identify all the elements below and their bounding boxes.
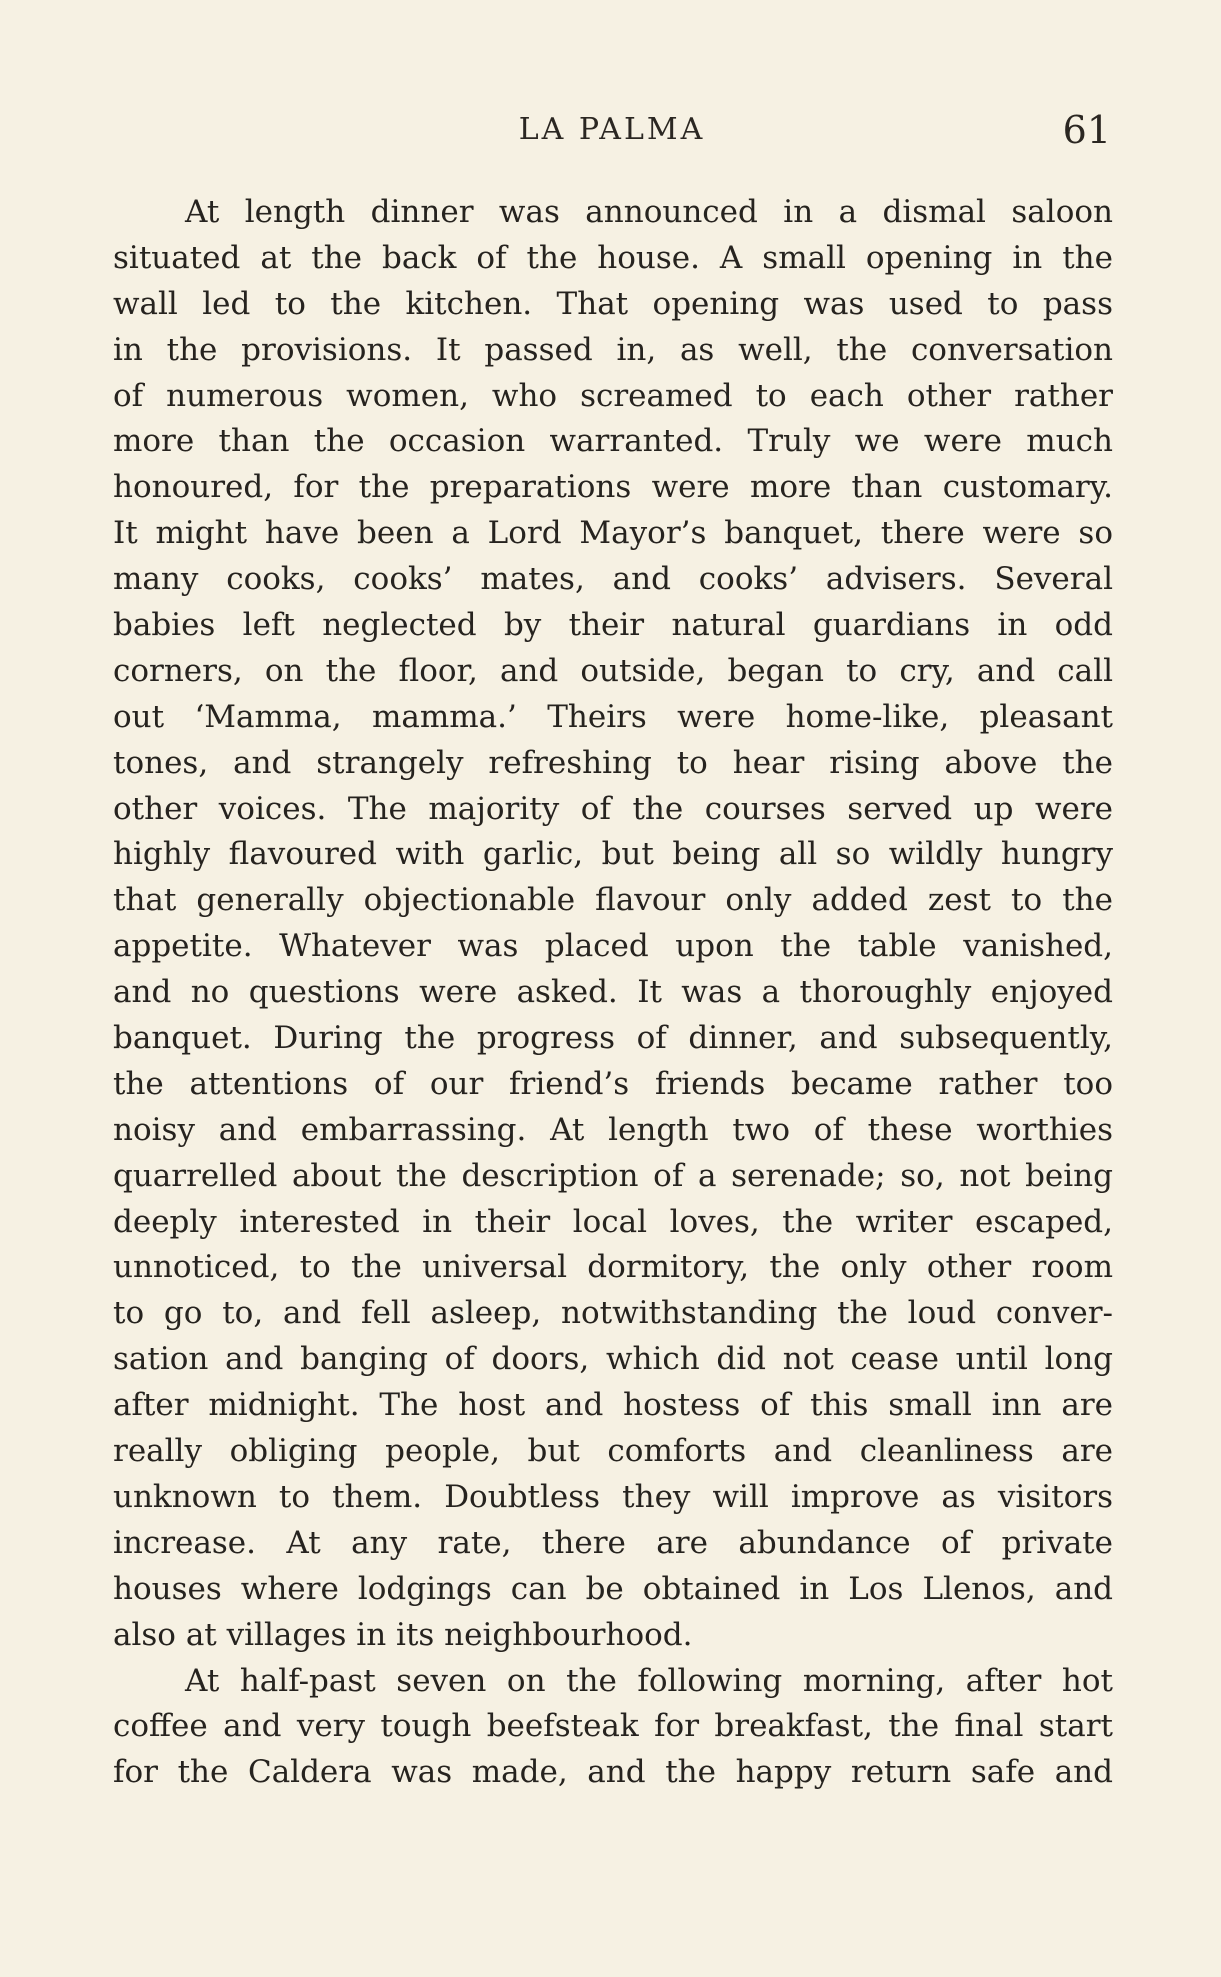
text-line: banquet. During the progress of dinner, and subsequently, xyxy=(113,1020,1113,1057)
text-line: houses where lodgings can be obtained in Los Llenos, and xyxy=(113,1570,1113,1607)
text-line: sation and banging of doors, which did not cease until long xyxy=(113,1341,1113,1378)
text-line: that generally objectionable flavour only added zest to the xyxy=(113,882,1113,919)
text-line: coffee and very tough beefsteak for breakfast, the final start xyxy=(113,1708,1113,1745)
page-number: 61 xyxy=(1062,108,1111,152)
text-line: for the Caldera was made, and the happy return safe and xyxy=(113,1754,1113,1791)
text-line: more than the occasion warranted. Truly we were much xyxy=(113,423,1113,460)
text-line: honoured, for the preparations were more than customary. xyxy=(113,469,1113,506)
text-line: At half-past seven on the following morning, after hot xyxy=(185,1662,1113,1699)
running-title: LA PALMA xyxy=(518,112,706,147)
text-line: also at villages in its neighbourhood. xyxy=(113,1616,693,1653)
body-text xyxy=(113,190,1113,1796)
text-line: unknown to them. Doubtless they will improve as visitors xyxy=(113,1478,1113,1515)
text-line: It might have been a Lord Mayor’s banquet, there were so xyxy=(113,515,1113,552)
text-line: the attentions of our friend’s friends became rather too xyxy=(113,1065,1113,1102)
text-line: many cooks, cooks’ mates, and cooks’ advisers. Several xyxy=(113,561,1113,598)
text-line: other voices. The majority of the courses served up were xyxy=(113,790,1113,827)
text-line: At length dinner was announced in a dismal saloon xyxy=(185,194,1113,230)
text-line: unnoticed, to the universal dormitory, the only other room xyxy=(113,1249,1113,1286)
text-line: highly flavoured with garlic, but being all so wildly hungry xyxy=(113,836,1113,873)
text-line: to go to, and fell asleep, notwithstanding the loud conver- xyxy=(113,1295,1113,1332)
text-line: situated at the back of the house. A small opening in the xyxy=(113,239,1113,276)
text-line: and no questions were asked. It was a thoroughly enjoyed xyxy=(113,974,1113,1011)
text-line: of numerous women, who screamed to each other rather xyxy=(113,377,1113,414)
text-line: corners, on the floor, and outside, began to cry, and call xyxy=(113,652,1113,689)
text-line: in the provisions. It passed in, as well, the conversation xyxy=(113,331,1113,368)
page-header xyxy=(113,102,1111,158)
text-line: after midnight. The host and hostess of this small inn are xyxy=(113,1387,1113,1424)
text-line: babies left neglected by their natural guardians in odd xyxy=(113,607,1113,644)
text-line: deeply interested in their local loves, the writer escaped, xyxy=(113,1203,1113,1240)
text-line: quarrelled about the description of a serenade; so, not being xyxy=(113,1157,1113,1194)
text-line: out ‘Mamma, mamma.’ Theirs were home-like, pleasant xyxy=(113,698,1113,735)
text-line: tones, and strangely refreshing to hear rising above the xyxy=(113,744,1113,781)
text-line: noisy and embarrassing. At length two of these worthies xyxy=(113,1111,1113,1148)
text-line: appetite. Whatever was placed upon the table vanished, xyxy=(113,928,1113,965)
text-line: really obliging people, but comforts and cleanliness are xyxy=(113,1433,1113,1470)
text-line: increase. At any rate, there are abundance of private xyxy=(113,1524,1113,1561)
text-line: wall led to the kitchen. That opening was used to pass xyxy=(113,285,1113,322)
